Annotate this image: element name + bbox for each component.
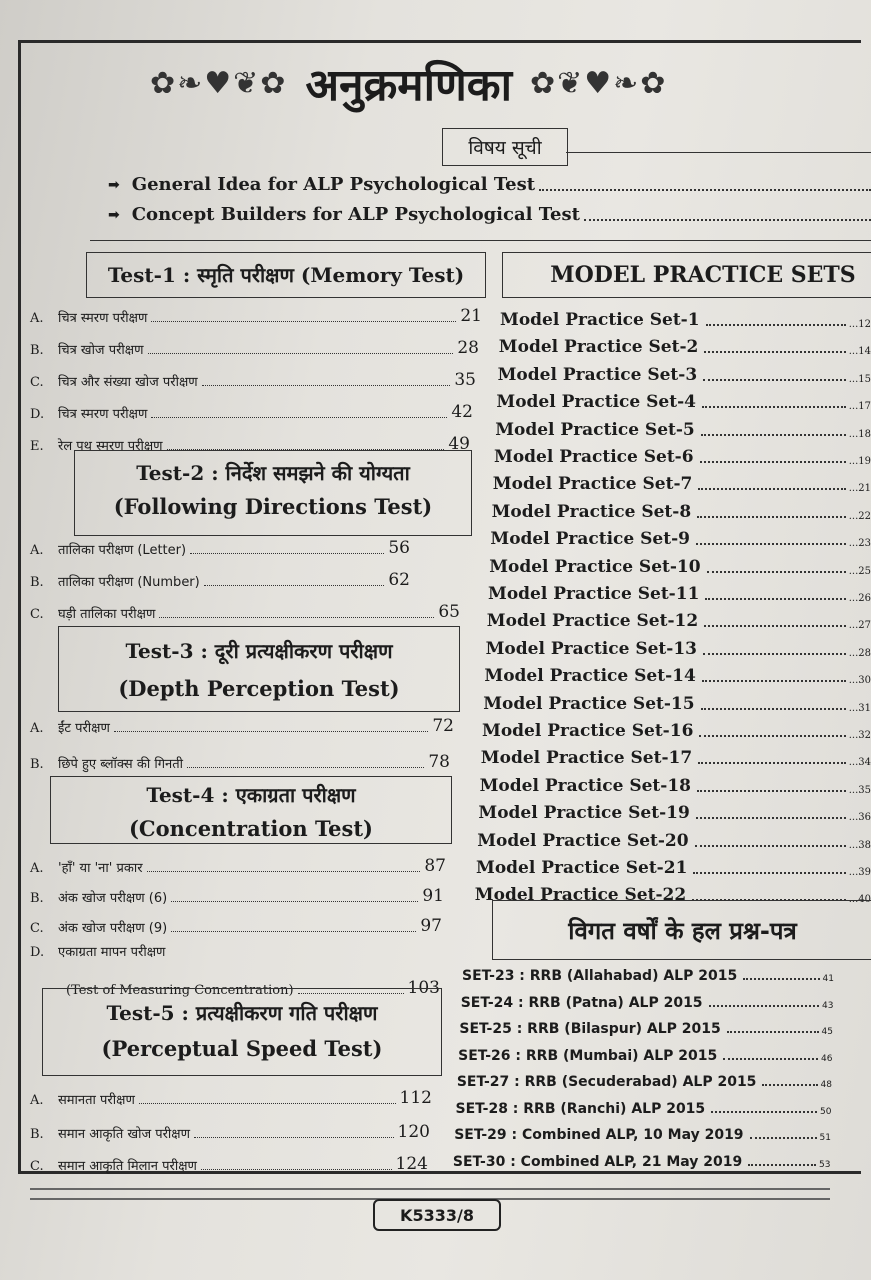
toc-entry — [30, 570, 410, 590]
intro-item — [108, 174, 871, 195]
entry-label: चित्र स्मरण परीक्षण — [58, 407, 148, 422]
leader-dots — [697, 516, 846, 518]
leader-dots — [696, 817, 846, 819]
test-heading-text: Test-4 : एकाग्रता परीक्षण — [146, 783, 356, 807]
leader-dots — [704, 625, 846, 627]
leader-dots — [584, 209, 871, 221]
leader-dots — [704, 351, 845, 353]
entry-letter: C. — [30, 375, 44, 390]
test-5-heading — [42, 988, 442, 1076]
previous-paper-item — [462, 968, 834, 984]
model-practice-page: ...15 — [848, 373, 871, 385]
model-practice-page: ...12 — [848, 319, 871, 330]
test-heading-text: Test-5 : प्रत्यक्षीकरण गति परीक्षण — [106, 1001, 378, 1025]
toc-entry — [30, 752, 450, 772]
previous-paper-page: 41 — [822, 974, 834, 984]
model-practice-page: ...21 — [848, 483, 871, 495]
model-practice-item — [500, 310, 871, 330]
model-practice-item — [490, 529, 871, 549]
leader-dots — [762, 1084, 817, 1086]
leader-dots — [701, 708, 846, 710]
toc-entry — [30, 538, 410, 558]
model-practice-item — [480, 776, 871, 796]
test-heading-subtext: (Concentration Test) — [128, 816, 373, 841]
leader-dots — [700, 461, 846, 463]
intro-label: General Idea for ALP Psychological Test — [131, 174, 536, 195]
model-practice-item — [484, 666, 871, 686]
previous-paper-page: 51 — [819, 1133, 831, 1143]
intro-label: Concept Builders for ALP Psychological Test — [131, 204, 580, 225]
entry-letter: B. — [30, 1127, 44, 1142]
model-practice-item — [489, 557, 871, 577]
model-practice-page: ...19 — [848, 456, 871, 467]
leader-dots — [148, 353, 454, 354]
model-practice-page: ...25 — [848, 565, 871, 577]
model-practice-label: Model Practice Set-11 — [488, 584, 700, 604]
previous-paper-page: 46 — [821, 1053, 833, 1064]
leader-dots — [709, 1005, 819, 1007]
title-row — [150, 48, 870, 118]
model-practice-page: ...30 — [848, 675, 871, 687]
test-4-heading — [50, 776, 452, 844]
entry-page: 72 — [432, 716, 454, 736]
leader-dots — [693, 872, 845, 874]
entry-letter: A. — [30, 1093, 44, 1108]
previous-paper-label: SET-24 : RRB (Patna) ALP 2015 — [460, 994, 703, 1011]
leader-dots — [114, 731, 429, 732]
model-practice-label: Model Practice Set-22 — [474, 885, 687, 906]
leader-dots — [151, 321, 456, 322]
previous-paper-label: SET-30 : Combined ALP, 21 May 2019 — [452, 1153, 743, 1170]
model-practice-page: ...32 — [848, 730, 871, 741]
model-practice-item — [486, 639, 871, 659]
model-practice-item — [494, 447, 871, 467]
leader-dots — [695, 845, 846, 847]
arrow-icon: ➡ — [108, 176, 120, 193]
previous-paper-item — [461, 995, 834, 1011]
model-practice-item — [499, 337, 871, 357]
arrow-icon: ➡ — [108, 206, 120, 223]
book-code: K5333/8 — [373, 1199, 501, 1231]
entry-letter: B. — [30, 757, 44, 772]
previous-paper-label: SET-26 : RRB (Mumbai) ALP 2015 — [458, 1047, 718, 1064]
entry-page: 56 — [388, 538, 410, 558]
leader-dots — [202, 385, 451, 386]
leader-dots — [204, 585, 385, 586]
entry-page: 49 — [448, 434, 470, 454]
model-practice-item — [478, 803, 871, 823]
leader-dots — [698, 762, 846, 764]
toc-entry — [30, 1154, 428, 1174]
leader-dots — [703, 379, 846, 381]
model-practice-label: Model Practice Set-21 — [476, 858, 688, 878]
toc-entry — [30, 338, 479, 358]
test-heading-subtext: (Depth Perception Test) — [118, 676, 400, 701]
model-practice-label: Model Practice Set-15 — [483, 693, 695, 714]
model-practice-label: Model Practice Set-19 — [478, 803, 690, 824]
model-practice-label: Model Practice Set-8 — [491, 501, 692, 522]
subtitle-box: विषय सूची — [442, 128, 568, 166]
previous-paper-page: 48 — [820, 1080, 832, 1090]
entry-page: 103 — [407, 978, 440, 998]
model-practice-label: Model Practice Set-9 — [490, 529, 690, 550]
model-practice-label: Model Practice Set-12 — [486, 611, 699, 632]
leader-dots — [190, 553, 384, 554]
previous-paper-item — [458, 1048, 832, 1064]
previous-paper-label: SET-25 : RRB (Bilaspur) ALP 2015 — [459, 1021, 721, 1037]
entry-letter: C. — [30, 921, 44, 936]
previous-paper-item — [457, 1074, 832, 1090]
model-practice-page: ...40 — [848, 894, 871, 906]
previous-paper-label: SET-27 : RRB (Secuderabad) ALP 2015 — [456, 1074, 757, 1090]
toc-entry — [30, 856, 446, 876]
test-heading-subtext: (Following Directions Test) — [113, 494, 433, 519]
test-heading-text: Test-1 : स्मृति परीक्षण (Memory Test) — [107, 263, 465, 287]
toc-entry — [30, 306, 482, 326]
entry-page: 21 — [460, 306, 482, 326]
leader-dots — [151, 417, 447, 418]
toc-entry — [30, 1122, 430, 1142]
entry-label: एकाग्रता मापन परीक्षण — [58, 945, 166, 960]
entry-page: 78 — [428, 752, 450, 772]
leader-dots — [539, 179, 871, 191]
entry-page: 65 — [438, 602, 460, 622]
leader-dots — [707, 571, 846, 573]
model-practice-label: Model Practice Set-16 — [482, 721, 694, 741]
entry-letter: B. — [30, 343, 44, 358]
leader-dots — [702, 680, 846, 682]
model-practice-page: ...39 — [848, 867, 871, 878]
entry-page: 42 — [451, 402, 473, 422]
previous-paper-label: SET-23 : RRB (Allahabad) ALP 2015 — [462, 968, 738, 984]
previous-paper-item — [453, 1154, 831, 1170]
leader-dots — [723, 1058, 818, 1060]
model-practice-item — [476, 858, 871, 878]
leader-dots — [171, 931, 416, 932]
leader-dots — [139, 1103, 396, 1104]
entry-label: छिपे हुए ब्लॉक्स की गिनती — [58, 757, 184, 772]
entry-label: ईंट परीक्षण — [58, 721, 110, 736]
leader-dots — [171, 901, 418, 902]
model-practice-page: ...23 — [848, 538, 871, 550]
leader-dots — [727, 1031, 819, 1033]
leader-dots — [187, 767, 424, 768]
model-practice-label: Model Practice Set-7 — [492, 474, 693, 495]
model-practice-page: ...27 — [848, 620, 871, 632]
leader-dots — [701, 434, 846, 436]
entry-label: चित्र और संख्या खोज परीक्षण — [58, 375, 198, 390]
model-practice-label: Model Practice Set-17 — [480, 748, 693, 769]
leader-dots — [698, 488, 845, 490]
model-practice-label: Model Practice Set-4 — [496, 392, 696, 413]
leader-dots — [748, 1164, 816, 1166]
model-practice-label: Model Practice Set-14 — [484, 666, 696, 687]
entry-letter: D. — [30, 407, 45, 422]
entry-label: 'हाँ' या 'ना' प्रकार — [58, 861, 143, 876]
leader-dots — [703, 653, 846, 655]
entry-label: समान आकृति खोज परीक्षण — [58, 1127, 191, 1142]
model-practice-item — [498, 365, 871, 385]
leader-dots — [147, 871, 421, 872]
entry-label: तालिका परीक्षण (Letter) — [58, 543, 187, 558]
model-practice-label: Model Practice Set-18 — [479, 775, 691, 796]
model-practice-item — [481, 748, 871, 768]
test-1-heading — [86, 252, 486, 298]
entry-page: 62 — [388, 570, 410, 590]
model-practice-label: Model Practice Set-5 — [495, 419, 695, 440]
model-practice-item — [482, 721, 871, 741]
entry-label: समान आकृति मिलान परीक्षण — [58, 1159, 197, 1174]
entry-label: (Test of Measuring Concentration) — [66, 983, 294, 998]
entry-label: अंक खोज परीक्षण (9) — [58, 921, 168, 936]
entry-label: घड़ी तालिका परीक्षण — [58, 607, 156, 622]
model-practice-item — [477, 831, 871, 851]
leader-dots — [699, 735, 845, 737]
toc-entry — [30, 602, 460, 622]
previous-paper-item — [459, 1021, 833, 1037]
toc-entry — [30, 370, 476, 390]
entry-page: 28 — [457, 338, 479, 358]
model-practice-item — [496, 392, 871, 412]
leader-dots — [201, 1169, 392, 1170]
previous-paper-page: 50 — [820, 1106, 832, 1117]
model-practice-item — [492, 502, 871, 522]
leader-dots — [750, 1137, 817, 1139]
entry-letter: E. — [30, 439, 44, 454]
test-2-heading — [74, 450, 472, 536]
subtitle-rule — [566, 152, 871, 153]
previous-paper-page: 45 — [821, 1027, 833, 1037]
section-divider — [90, 240, 871, 241]
leader-dots — [743, 978, 819, 980]
test-heading-subtext: (Perceptual Speed Test) — [101, 1036, 383, 1061]
leader-dots — [702, 406, 846, 408]
leader-dots — [697, 790, 846, 792]
entry-letter: B. — [30, 891, 44, 906]
leader-dots — [711, 1111, 817, 1113]
model-practice-label: Model Practice Set-13 — [485, 638, 697, 659]
leader-dots — [194, 1137, 394, 1138]
entry-page: 91 — [422, 886, 444, 906]
model-practice-label: Model Practice Set-3 — [497, 364, 698, 385]
entry-page: 35 — [454, 370, 476, 390]
entry-page: 124 — [395, 1154, 428, 1174]
entry-label: तालिका परीक्षण (Number) — [58, 575, 200, 590]
entry-label: चित्र खोज परीक्षण — [58, 343, 144, 358]
model-practice-page: ...38 — [848, 839, 871, 851]
previous-paper-label: SET-28 : RRB (Ranchi) ALP 2015 — [455, 1100, 706, 1117]
model-practice-page: ...28 — [848, 647, 871, 659]
previous-paper-item — [454, 1127, 831, 1143]
model-practice-item — [495, 420, 871, 440]
ornament-right-icon: ✿❦♥❧✿ — [530, 65, 668, 101]
entry-page: 97 — [420, 916, 442, 936]
model-practice-page: ...18 — [848, 428, 871, 440]
model-practice-page: ...31 — [848, 702, 871, 714]
previous-paper-item — [456, 1101, 832, 1117]
toc-entry — [30, 942, 442, 960]
previous-papers-heading: विगत वर्षों के हल प्रश्न-पत्र — [492, 900, 871, 960]
model-practice-page: ...26 — [848, 593, 871, 604]
entry-label: अंक खोज परीक्षण (6) — [58, 891, 168, 906]
test-heading-text: Test-3 : दूरी प्रत्यक्षीकरण परीक्षण — [125, 639, 393, 663]
previous-paper-page: 43 — [822, 1000, 834, 1011]
previous-paper-page: 53 — [819, 1159, 831, 1170]
model-practice-heading: MODEL PRACTICE SETS — [502, 252, 871, 298]
entry-letter: A. — [30, 721, 44, 736]
model-practice-item — [487, 611, 871, 631]
entry-letter: A. — [30, 861, 44, 876]
leader-dots — [706, 324, 846, 326]
ornament-left-icon: ✿❧♥❦✿ — [150, 65, 288, 101]
model-practice-page: ...22 — [848, 510, 871, 522]
entry-label: समानता परीक्षण — [58, 1093, 135, 1108]
toc-entry — [30, 402, 473, 422]
entry-page: 87 — [424, 856, 446, 876]
model-practice-page: ...34 — [848, 757, 871, 769]
entry-letter: A. — [30, 543, 44, 558]
entry-letter: C. — [30, 1159, 44, 1174]
model-practice-page: ...35 — [848, 784, 871, 796]
leader-dots — [159, 617, 434, 618]
test-3-heading — [58, 626, 460, 712]
model-practice-page: ...36 — [848, 812, 871, 824]
entry-letter: C. — [30, 607, 44, 622]
entry-letter: B. — [30, 575, 44, 590]
model-practice-page: ...17 — [848, 401, 871, 413]
entry-letter: D. — [30, 945, 45, 960]
model-practice-label: Model Practice Set-6 — [494, 447, 694, 467]
entry-page: 120 — [397, 1122, 430, 1142]
previous-paper-label: SET-29 : Combined ALP, 10 May 2019 — [454, 1127, 744, 1143]
entry-letter: A. — [30, 311, 44, 326]
toc-entry — [30, 886, 444, 906]
intro-item — [108, 204, 871, 225]
page-title: अनुक्रमणिका — [305, 60, 512, 111]
test-heading-text: Test-2 : निर्देश समझने की योग्यता — [136, 461, 410, 485]
leader-dots — [696, 543, 846, 545]
model-practice-item — [488, 584, 871, 604]
model-practice-label: Model Practice Set-1 — [500, 310, 700, 330]
model-practice-item — [493, 474, 871, 494]
entry-label: रेल पथ स्मरण परीक्षण — [58, 439, 163, 454]
toc-entry — [30, 716, 454, 736]
toc-entry — [30, 916, 442, 936]
model-practice-label: Model Practice Set-20 — [477, 830, 689, 851]
entry-label: चित्र स्मरण परीक्षण — [58, 311, 148, 326]
model-practice-label: Model Practice Set-2 — [498, 337, 699, 358]
model-practice-item — [483, 694, 871, 714]
toc-entry — [30, 1088, 432, 1108]
model-practice-label: Model Practice Set-10 — [489, 556, 701, 577]
leader-dots — [705, 598, 845, 600]
model-practice-page: ...14 — [848, 346, 871, 358]
entry-page: 112 — [399, 1088, 432, 1108]
